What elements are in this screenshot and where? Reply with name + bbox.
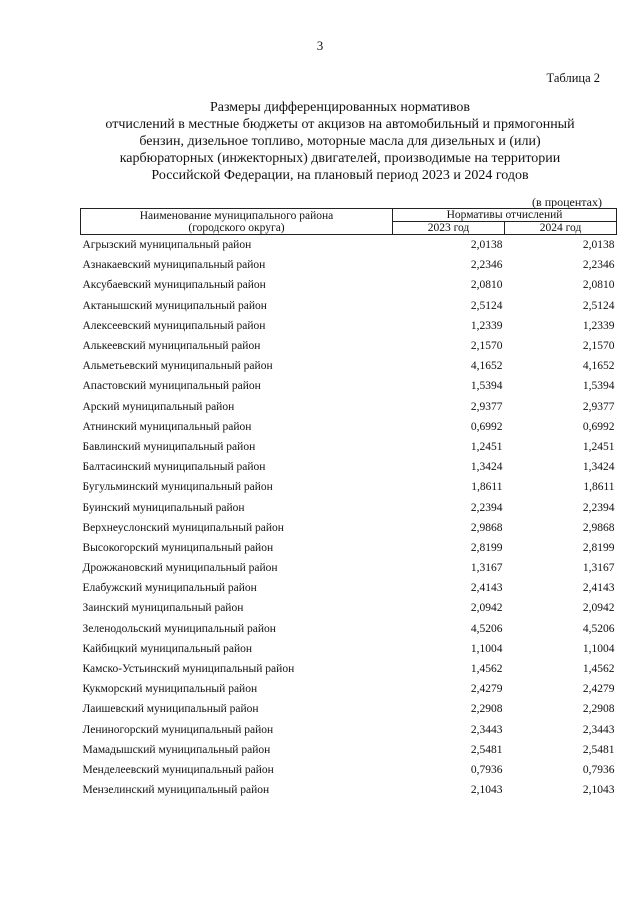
district-name-cell: Заинский муниципальный район — [82, 602, 244, 615]
district-name-cell: Елабужский муниципальный район — [82, 582, 257, 595]
title-line: бензин, дизельное топливо, моторные масла для дизельных и (или) — [139, 134, 541, 149]
district-name-cell: Высокогорский муниципальный район — [82, 541, 274, 554]
value-2023-cell: 1,3167 — [470, 562, 503, 575]
value-2024-cell: 2,5481 — [582, 743, 615, 756]
table-row — [81, 235, 617, 256]
value-2023-cell: 0,7936 — [470, 763, 503, 776]
table-row — [81, 477, 617, 497]
value-2023-cell: 2,0810 — [470, 279, 503, 292]
header-year-2024: 2024 год — [505, 222, 617, 235]
table-label: Таблица 2 — [546, 71, 600, 85]
value-2024-cell: 2,1043 — [582, 784, 615, 797]
table-row — [81, 316, 617, 336]
table-row — [81, 639, 617, 659]
district-name-cell: Азнакаевский муниципальный район — [82, 259, 266, 272]
value-2023-cell: 0,6992 — [470, 420, 503, 433]
value-2023-cell: 1,4562 — [470, 663, 503, 676]
table-row — [81, 619, 617, 639]
table-row — [81, 578, 617, 598]
value-2023-cell: 1,2451 — [470, 440, 503, 453]
value-2024-cell: 2,1570 — [582, 340, 615, 353]
district-name-cell: Актанышский муниципальный район — [82, 299, 267, 312]
district-name-cell: Лаишевский муниципальный район — [82, 703, 259, 716]
district-name-cell: Альметьевский муниципальный район — [82, 360, 273, 373]
district-name-cell: Камско-Устьинский муниципальный район — [82, 663, 295, 676]
norms-table — [80, 208, 617, 800]
table-row — [81, 720, 617, 740]
value-2023-cell: 1,5394 — [470, 380, 503, 393]
value-2023-cell: 1,3424 — [470, 461, 503, 474]
table-row — [81, 457, 617, 477]
value-2023-cell: 2,0942 — [470, 602, 503, 615]
district-name-cell: Агрызский муниципальный район — [82, 239, 252, 252]
table-row — [81, 336, 617, 356]
value-2024-cell: 4,1652 — [582, 360, 615, 373]
value-2023-cell: 2,8199 — [470, 541, 503, 554]
table-body — [81, 235, 617, 801]
value-2023-cell: 1,1004 — [470, 642, 503, 655]
title-line: отчислений в местные бюджеты от акцизов на автомобильный и прямогонный — [105, 117, 575, 132]
title-line: Размеры дифференцированных нормативов — [209, 100, 471, 115]
value-2023-cell: 2,3443 — [470, 723, 503, 736]
value-2024-cell: 2,2346 — [582, 259, 615, 272]
district-name-cell: Дрожжановский муниципальный район — [82, 562, 278, 575]
value-2024-cell: 1,5394 — [582, 380, 615, 393]
value-2024-cell: 2,9868 — [582, 521, 615, 534]
value-2024-cell: 2,5124 — [582, 299, 615, 312]
value-2023-cell: 2,2908 — [470, 703, 503, 716]
district-name-cell: Апастовский муниципальный район — [82, 380, 261, 393]
value-2024-cell: 2,4279 — [582, 683, 615, 696]
value-2023-cell: 2,5481 — [470, 743, 503, 756]
district-name-cell: Мамадышский муниципальный район — [82, 743, 271, 756]
table-row — [81, 275, 617, 295]
value-2023-cell: 4,5206 — [470, 622, 503, 635]
table-row — [81, 437, 617, 457]
header-norms-group: Нормативы отчислений — [393, 209, 617, 222]
value-2024-cell: 1,3424 — [582, 461, 615, 474]
table-row — [81, 699, 617, 719]
table-row — [81, 659, 617, 679]
document-title — [60, 99, 620, 184]
table-row — [81, 679, 617, 699]
value-2024-cell: 2,9377 — [582, 400, 615, 413]
district-name-cell: Бугульминский муниципальный район — [82, 481, 273, 494]
title-line: Российской Федерации, на плановый период 2023 и 2024 годов — [151, 168, 529, 183]
title-line: карбюраторных (инжекторных) двигателей, производимые на территории — [119, 151, 561, 166]
table-row — [81, 518, 617, 538]
value-2023-cell: 2,4143 — [470, 582, 503, 595]
value-2024-cell: 0,7936 — [582, 763, 615, 776]
table-row — [81, 538, 617, 558]
table-row — [81, 780, 617, 800]
district-name-cell: Алькеевский муниципальный район — [82, 340, 261, 353]
value-2024-cell: 1,2339 — [582, 319, 615, 332]
value-2023-cell: 2,5124 — [470, 299, 503, 312]
district-name-cell: Алексеевский муниципальный район — [82, 319, 266, 332]
value-2023-cell: 2,1570 — [470, 340, 503, 353]
district-name-cell: Верхнеуслонский муниципальный район — [82, 521, 284, 534]
header-year-2023: 2023 год — [393, 222, 505, 235]
value-2023-cell: 2,9377 — [470, 400, 503, 413]
value-2023-cell: 2,1043 — [470, 784, 503, 797]
value-2023-cell: 2,2394 — [470, 501, 503, 514]
table-row — [81, 497, 617, 517]
value-2024-cell: 2,2394 — [582, 501, 615, 514]
district-name-cell: Бавлинский муниципальный район — [82, 440, 256, 453]
header-name-line: (городского округа) — [188, 221, 285, 234]
value-2024-cell: 1,3167 — [582, 562, 615, 575]
table-row — [81, 356, 617, 376]
value-2024-cell: 2,3443 — [582, 723, 615, 736]
value-2024-cell: 2,2908 — [582, 703, 615, 716]
value-2023-cell: 2,4279 — [470, 683, 503, 696]
district-name-cell: Кукморский муниципальный район — [82, 683, 258, 696]
table-row — [81, 760, 617, 780]
value-2024-cell: 1,8611 — [583, 481, 615, 494]
page-number: 3 — [316, 38, 324, 53]
district-name-cell: Лениногорский муниципальный район — [82, 723, 274, 736]
header-name-line: Наименование муниципального района — [139, 209, 334, 222]
value-2024-cell: 2,0810 — [582, 279, 615, 292]
district-name-cell: Мензелинский муниципальный район — [82, 784, 270, 797]
value-2024-cell: 0,6992 — [582, 420, 615, 433]
table-row — [81, 397, 617, 417]
value-2023-cell: 2,0138 — [470, 239, 503, 252]
value-2024-cell: 2,8199 — [582, 541, 615, 554]
district-name-cell: Аксубаевский муниципальный район — [82, 279, 266, 292]
table-row — [81, 376, 617, 396]
district-name-cell: Зеленодольский муниципальный район — [82, 622, 276, 635]
value-2024-cell: 1,1004 — [582, 642, 615, 655]
units-note: (в процентах) — [532, 195, 602, 209]
value-2023-cell: 1,8611 — [471, 481, 503, 494]
table-row — [81, 598, 617, 618]
table-row — [81, 417, 617, 437]
table-row — [81, 296, 617, 316]
value-2024-cell: 1,4562 — [582, 663, 615, 676]
value-2023-cell: 1,2339 — [470, 319, 503, 332]
value-2023-cell: 2,2346 — [470, 259, 503, 272]
value-2023-cell: 4,1652 — [470, 360, 503, 373]
district-name-cell: Буинский муниципальный район — [82, 501, 245, 514]
value-2024-cell: 2,4143 — [582, 582, 615, 595]
header-district-name — [81, 209, 393, 235]
table-row — [81, 255, 617, 275]
table-row — [81, 558, 617, 578]
value-2024-cell: 2,0942 — [582, 602, 615, 615]
district-name-cell: Атнинский муниципальный район — [82, 420, 252, 433]
value-2024-cell: 4,5206 — [582, 622, 615, 635]
value-2023-cell: 2,9868 — [470, 521, 503, 534]
value-2024-cell: 2,0138 — [582, 239, 615, 252]
district-name-cell: Балтасинский муниципальный район — [82, 461, 266, 474]
district-name-cell: Кайбицкий муниципальный район — [82, 642, 253, 655]
district-name-cell: Менделеевский муниципальный район — [82, 763, 274, 776]
table-row — [81, 740, 617, 760]
district-name-cell: Арский муниципальный район — [82, 400, 235, 413]
value-2024-cell: 1,2451 — [582, 440, 615, 453]
